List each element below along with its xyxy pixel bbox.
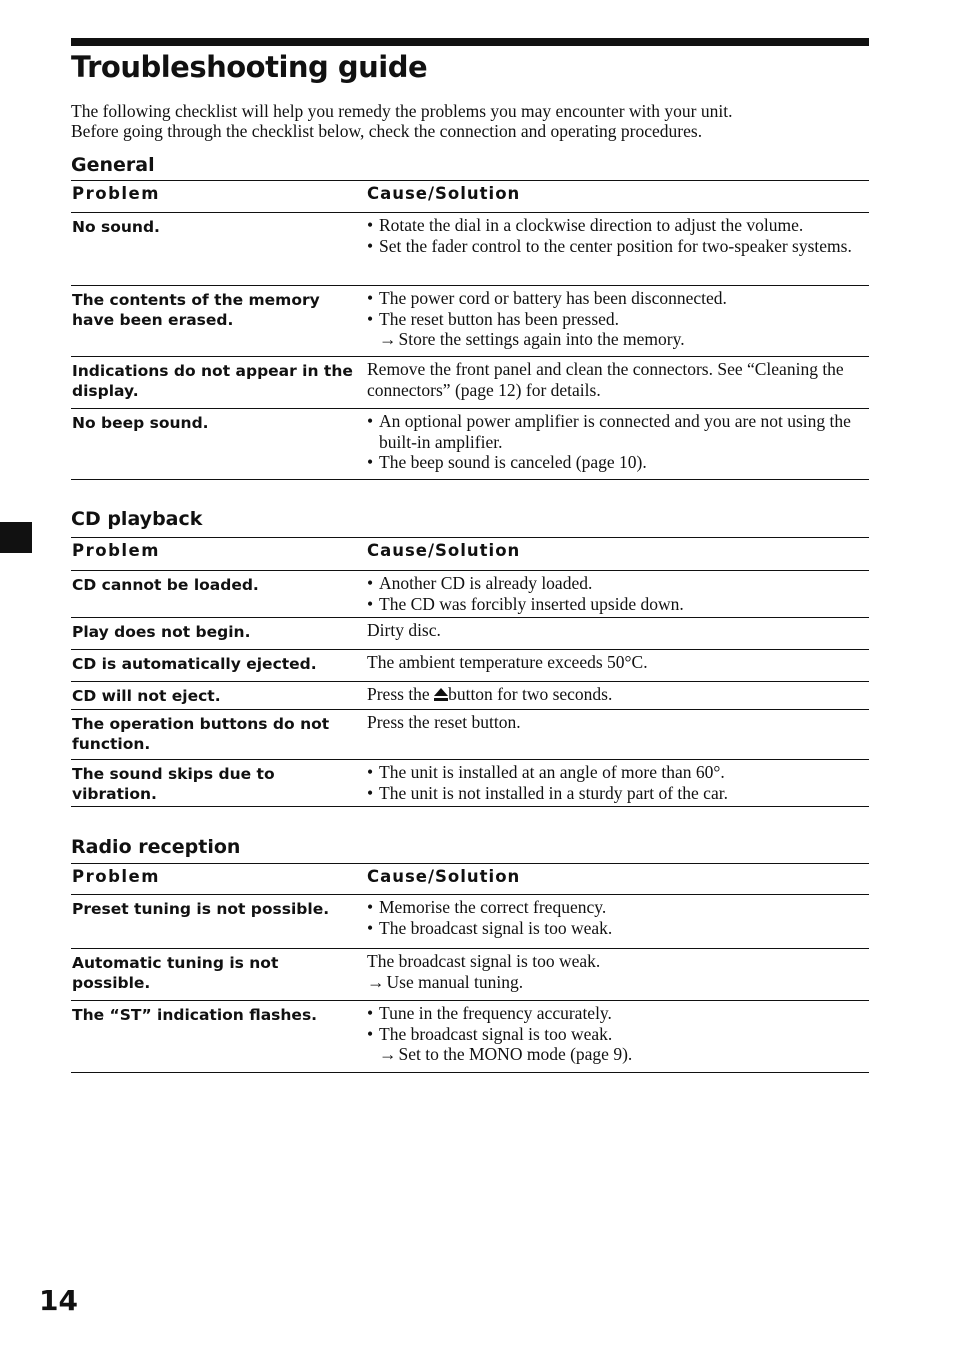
solution-cell <box>367 652 869 673</box>
eject-icon <box>434 688 448 701</box>
solution-line: Press the reset button. <box>367 712 521 732</box>
solution-cell <box>367 620 869 641</box>
problem-cell: CD will not eject. <box>72 687 221 705</box>
header-solution: Cause/Solution <box>367 541 521 560</box>
solution-line: The broadcast signal is too weak. <box>367 951 601 971</box>
table-row <box>71 710 869 760</box>
title-rule <box>71 38 869 46</box>
problem-cell: Play does not begin. <box>72 623 251 641</box>
arrow-right-icon: → <box>379 329 397 349</box>
solution-line <box>367 1044 869 1065</box>
solution-line: • The beep sound is canceled (page 10). <box>367 452 869 473</box>
header-problem: Problem <box>72 184 160 203</box>
solution-cell <box>367 411 869 473</box>
table-header <box>71 180 869 213</box>
arrow-right-icon: → <box>379 1044 397 1064</box>
solution-line: • Set the fader control to the center position for two-speaker systems. <box>367 236 869 257</box>
table-cd-playback <box>71 537 869 807</box>
solution-line: • Tune in the frequency accurately. <box>367 1003 869 1024</box>
table-row <box>71 409 869 480</box>
table-radio-reception <box>71 863 869 1073</box>
problem-cell: No beep sound. <box>72 414 209 432</box>
problem-cell: CD is automatically ejected. <box>72 655 317 673</box>
table-row <box>71 357 869 409</box>
solution-cell <box>367 762 869 803</box>
problem-cell: CD cannot be loaded. <box>72 576 259 594</box>
page-title: Troubleshooting guide <box>71 50 428 84</box>
intro-line: The following checklist will help you remedy the problems you may encounter with your unit. <box>71 101 733 121</box>
table-row <box>71 618 869 650</box>
solution-line: • Memorise the correct frequency. <box>367 897 869 918</box>
table-row <box>71 213 869 286</box>
solution-cell <box>367 951 869 992</box>
solution-line: • The power cord or battery has been disconnected. <box>367 288 869 309</box>
problem-cell: The “ST” indication flashes. <box>72 1006 318 1024</box>
solution-line: • Rotate the dial in a clockwise direction to adjust the volume. <box>367 215 869 236</box>
solution-cell <box>367 897 869 938</box>
table-row <box>71 286 869 357</box>
solution-line: • The broadcast signal is too weak. <box>367 1024 869 1045</box>
solution-line: The ambient temperature exceeds 50°C. <box>367 652 648 672</box>
solution-line <box>367 972 869 993</box>
table-row <box>71 895 869 949</box>
intro-text <box>71 101 871 141</box>
solution-line: • The reset button has been pressed. <box>367 309 869 330</box>
solution-line: Remove the front panel and clean the connectors. See “Cleaning the connectors” (page 12) for details. <box>367 359 844 400</box>
problem-cell: Indications do not appear in the display. <box>72 362 353 400</box>
solution-line: • The unit is not installed in a sturdy part of the car. <box>367 783 869 804</box>
solution-cell <box>367 215 869 256</box>
solution-text: button for two seconds. <box>448 684 613 704</box>
solution-line: • An optional power amplifier is connected and you are not using the built-in amplifier. <box>367 411 869 452</box>
solution-cell <box>367 712 869 733</box>
problem-cell: Preset tuning is not possible. <box>72 900 330 918</box>
table-header <box>71 863 869 895</box>
page-number: 14 <box>39 1284 78 1317</box>
solution-line: • The unit is installed at an angle of more than 60°. <box>367 762 869 783</box>
problem-cell: The operation buttons do not function. <box>72 715 330 753</box>
table-general <box>71 180 869 480</box>
solution-line: • The CD was forcibly inserted upside down. <box>367 594 869 615</box>
solution-line <box>367 684 869 705</box>
solution-cell <box>367 288 869 350</box>
header-solution: Cause/Solution <box>367 184 521 203</box>
problem-cell: The sound skips due to vibration. <box>72 765 275 803</box>
header-solution: Cause/Solution <box>367 867 521 886</box>
arrow-right-icon: → <box>367 971 385 992</box>
solution-text: Store the settings again into the memory. <box>398 329 685 349</box>
solution-cell <box>367 359 869 400</box>
solution-line <box>367 329 869 350</box>
header-problem: Problem <box>72 541 160 560</box>
section-tab-marker <box>0 522 32 553</box>
section-title-radio-reception: Radio reception <box>71 836 241 858</box>
solution-line: • Another CD is already loaded. <box>367 573 869 594</box>
solution-line: Dirty disc. <box>367 620 441 640</box>
table-row <box>71 650 869 682</box>
table-row <box>71 1001 869 1073</box>
solution-cell <box>367 684 869 705</box>
table-header <box>71 537 869 571</box>
table-row <box>71 760 869 807</box>
problem-cell: Automatic tuning is not possible. <box>72 954 279 992</box>
problem-cell: The contents of the memory have been erased. <box>72 291 320 329</box>
header-problem: Problem <box>72 867 160 886</box>
solution-line: • The broadcast signal is too weak. <box>367 918 869 939</box>
section-title-general: General <box>71 154 155 176</box>
solution-text: Use manual tuning. <box>386 971 524 992</box>
section-title-cd-playback: CD playback <box>71 508 203 530</box>
solution-text: Set to the MONO mode (page 9). <box>398 1044 633 1064</box>
solution-cell <box>367 1003 869 1065</box>
table-row <box>71 571 869 618</box>
table-row <box>71 682 869 710</box>
table-row <box>71 949 869 1001</box>
solution-cell <box>367 573 869 614</box>
intro-line: Before going through the checklist below, check the connection and operating procedures. <box>71 121 703 141</box>
solution-text: Press the <box>367 684 430 704</box>
problem-cell: No sound. <box>72 218 160 236</box>
